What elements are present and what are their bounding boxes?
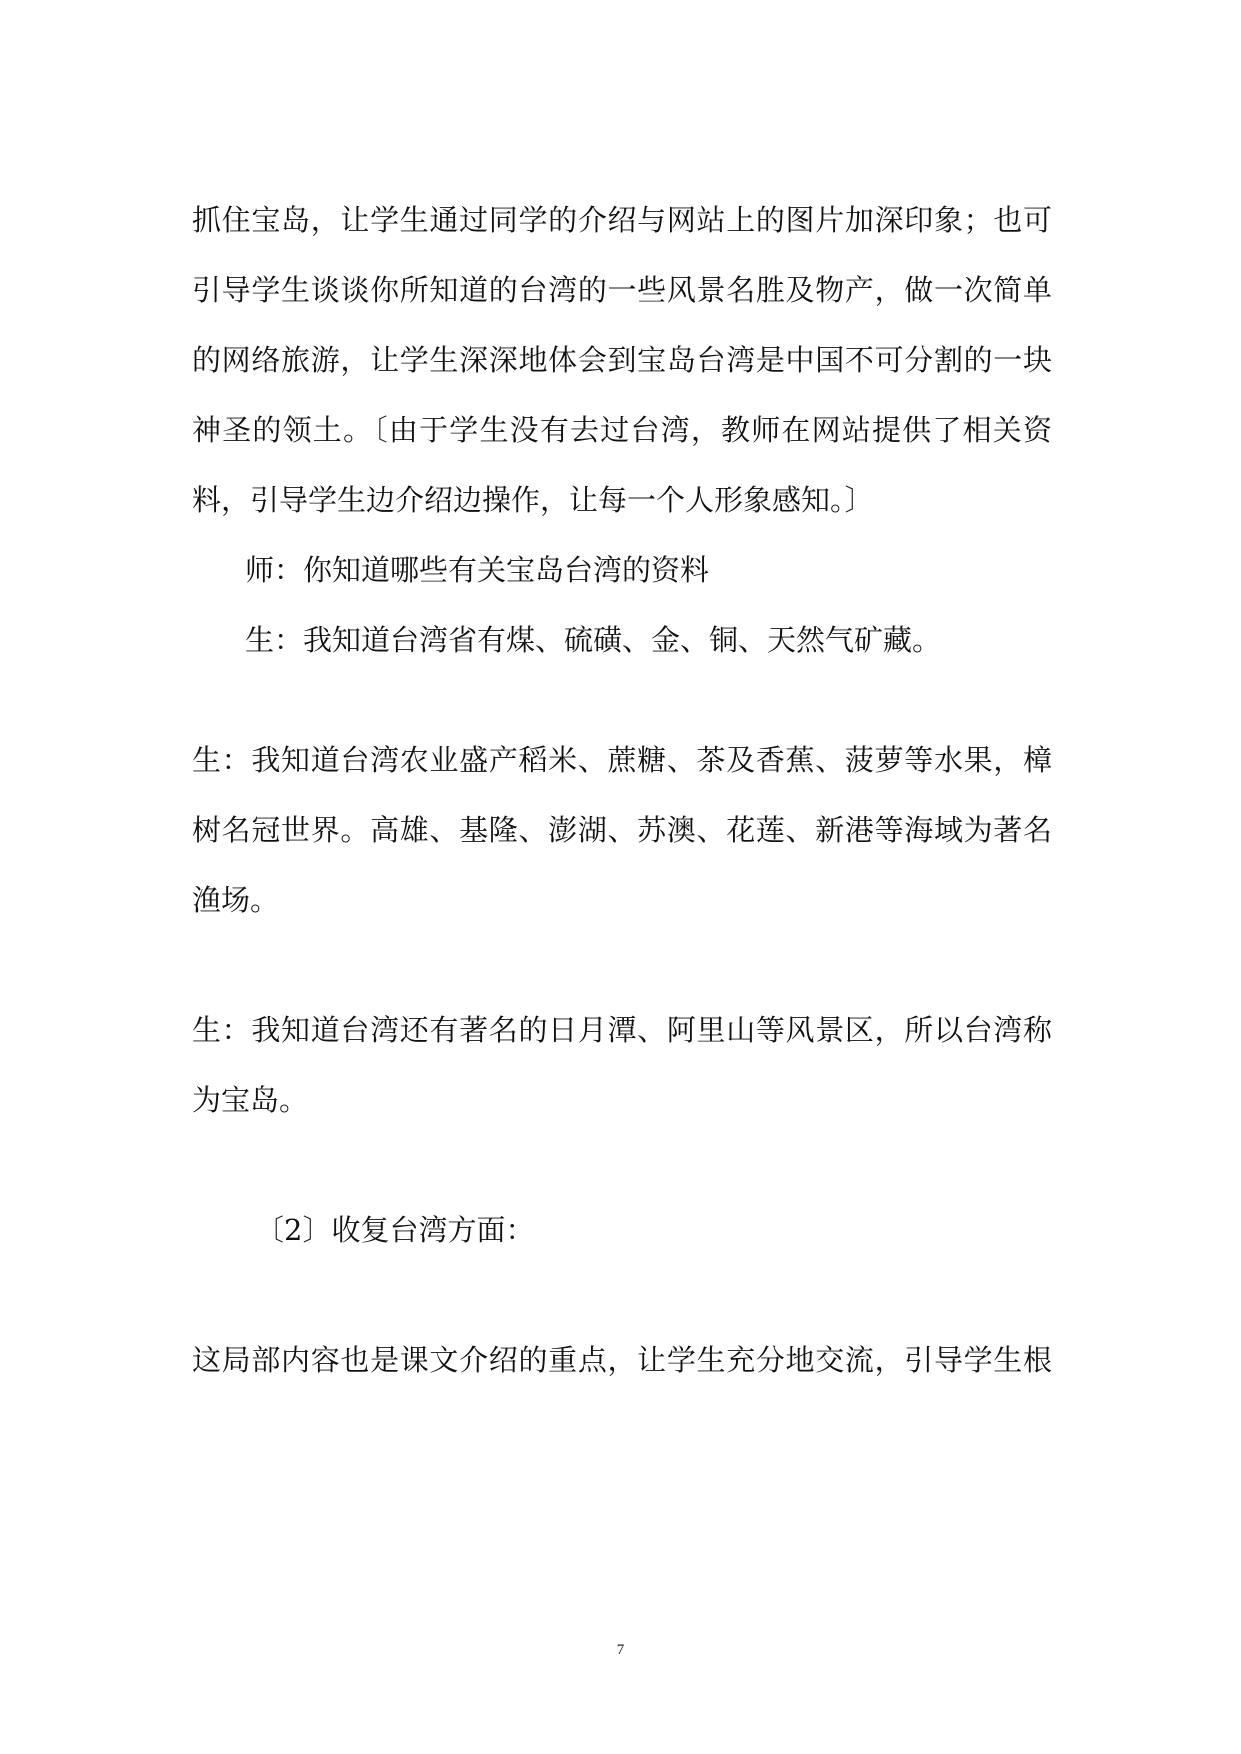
dialogue-student: 生：我知道台湾还有著名的日月潭、阿里山等风景区，所以台湾称 (192, 1013, 1052, 1047)
paragraph-line: 料，引导学生边介绍边操作，让每一个人形象感知。〕 (192, 483, 874, 517)
dialogue-student: 生：我知道台湾省有煤、硫磺、金、铜、天然气矿藏。 (245, 623, 942, 657)
paragraph-line: 渔场。 (192, 883, 280, 917)
paragraph-line: 为宝岛。 (192, 1083, 309, 1117)
paragraph-line: 这局部内容也是课文介绍的重点，让学生充分地交流，引导学生根 (192, 1343, 1052, 1377)
paragraph-line: 抓住宝岛，让学生通过同学的介绍与网站上的图片加深印象；也可 (192, 203, 1052, 237)
page-number: 7 (616, 1642, 625, 1658)
paragraph-line: 神圣的领土。〔由于学生没有去过台湾，教师在网站提供了相关资 (192, 413, 1052, 447)
paragraph-line: 的网络旅游，让学生深深地体会到宝岛台湾是中国不可分割的一块 (192, 343, 1052, 377)
dialogue-student: 生：我知道台湾农业盛产稻米、蔗糖、茶及香蕉、菠萝等水果，樟 (192, 743, 1052, 777)
paragraph-line: 树名冠世界。高雄、基隆、澎湖、苏澳、花莲、新港等海域为著名 (192, 813, 1052, 847)
section-heading: 〔2〕收复台湾方面： (255, 1213, 535, 1247)
paragraph-line: 引导学生谈谈你所知道的台湾的一些风景名胜及物产，做一次简单 (192, 273, 1052, 307)
dialogue-teacher: 师：你知道哪些有关宝岛台湾的资料 (245, 553, 710, 587)
